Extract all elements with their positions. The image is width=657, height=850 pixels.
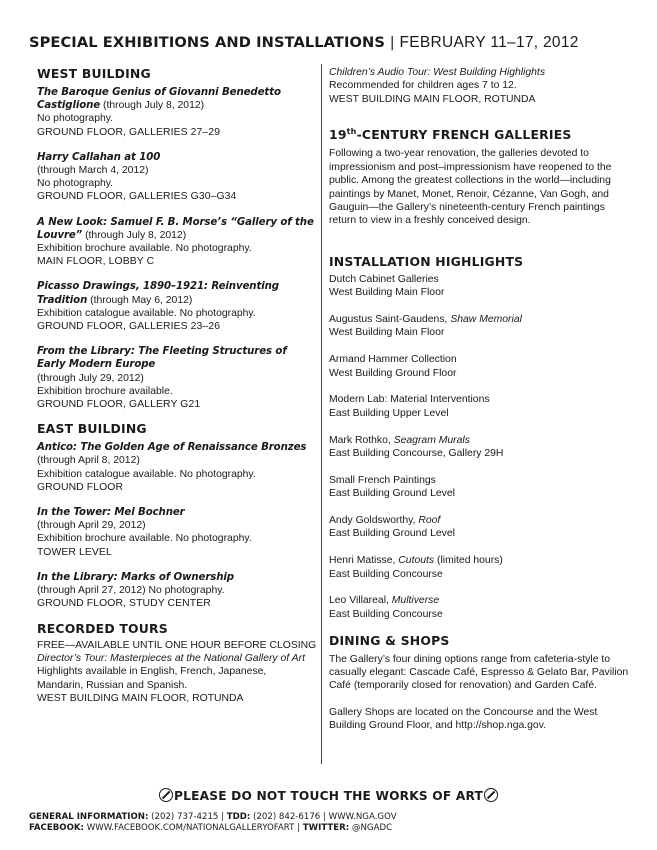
exhibition-location: MAIN FLOOR, LOBBY C — [37, 256, 155, 268]
exhibition-title: In the Tower: Mel Bochner — [37, 507, 185, 519]
installation-highlights-heading: INSTALLATION HIGHLIGHTS — [329, 253, 524, 269]
childrens-tour — [329, 66, 629, 106]
dining-shops-heading: DINING & SHOPS — [329, 632, 450, 648]
page-title — [29, 34, 639, 52]
exhibition-location: GROUND FLOOR, GALLERIES 27–29 — [37, 126, 221, 138]
exhibition-entry — [37, 151, 315, 204]
footer-line-2 — [29, 823, 397, 834]
highlight-name: Mark Rothko, — [329, 434, 394, 446]
tdd-phone: (202) 842-6176 | WWW.NGA.GOV — [250, 812, 397, 822]
directors-tour-title: Director’s Tour: Masterpieces at the National Gallery of Art — [37, 652, 305, 664]
highlight-name: Dutch Cabinet Galleries — [329, 273, 439, 285]
column-divider — [321, 64, 322, 764]
highlight-item — [329, 353, 629, 380]
highlight-work-title: Roof — [418, 515, 441, 526]
highlight-item — [329, 514, 629, 541]
french-galleries-body: Following a two-year renovation, the galleries devoted to impressionism and post–impressionism have reopened to the public. Among the greatest collections in the world—including paintings by Manet, Monet, Renoir, Cézanne, Van Gogh, and Gauguin—the Gallery’s nineteenth-century French paintings return to view in a freshly conceived design. — [329, 148, 612, 227]
page-title-main: SPECIAL EXHIBITIONS AND INSTALLATIONS — [29, 34, 385, 51]
childrens-tour-title: Children’s Audio Tour: West Building Highlights — [329, 67, 546, 78]
highlight-location: West Building Main Floor — [329, 287, 445, 299]
do-not-touch-notice — [0, 788, 657, 803]
highlight-item — [329, 594, 629, 621]
exhibition-title: Picasso Drawings, 1890–1921: Reinventing Tradition — [37, 281, 279, 306]
exhibition-notes: Exhibition catalogue available. No photography. — [37, 468, 256, 480]
french-heading-superscript: th — [346, 127, 357, 137]
childrens-tour-description: Recommended for children ages 7 to 12. — [329, 80, 517, 92]
right-column — [329, 66, 629, 733]
facebook-url: WWW.FACEBOOK.COM/NATIONALGALLERYOFART | — [83, 823, 303, 833]
recorded-tours-body — [37, 639, 315, 706]
highlight-location: East Building Ground Level — [329, 528, 455, 540]
highlight-location: West Building Ground Floor — [329, 367, 457, 379]
highlight-name: Andy Goldsworthy, — [329, 515, 419, 526]
highlight-location: East Building Concourse — [329, 568, 443, 580]
highlight-item — [329, 273, 629, 300]
exhibition-dates: (through March 4, 2012) — [37, 165, 149, 177]
exhibition-dates: (through April 8, 2012) — [37, 455, 140, 467]
highlight-work-title: Seagram Murals — [393, 434, 470, 446]
dining-paragraph: The Gallery’s four dining options range from cafeteria-style to casually elegant: Cascade Café, Espresso & Gelato Bar, Pavilion Café (temporarily closed for renovation) and Garden Café. — [329, 653, 629, 692]
highlight-name: Henri Matisse, — [329, 555, 399, 567]
exhibition-dates: (through April 29, 2012) — [37, 520, 146, 532]
exhibition-entry — [37, 216, 315, 269]
exhibition-entry — [37, 571, 315, 611]
highlight-work-title: Cutouts — [398, 555, 435, 567]
exhibition-entry — [37, 86, 315, 139]
general-info-label: GENERAL INFORMATION: — [29, 812, 149, 822]
exhibition-dates: (through April 27, 2012) No photography. — [37, 585, 225, 597]
highlight-work-title: Shaw Memorial — [450, 313, 522, 325]
footer-line-1 — [29, 812, 397, 823]
highlight-name: Small French Paintings — [329, 474, 436, 486]
notice-text: PLEASE DO NOT TOUCH THE WORKS OF ART — [173, 789, 484, 803]
general-info-phone: (202) 737-4215 | — [148, 812, 227, 822]
exhibition-notes: No photography. — [37, 113, 114, 125]
left-column — [37, 66, 315, 706]
facebook-label: FACEBOOK: — [29, 823, 84, 833]
exhibition-notes: Exhibition brochure available. No photography. — [37, 533, 252, 545]
exhibition-dates: (through July 8, 2012) — [103, 100, 205, 112]
highlight-location: East Building Concourse — [329, 608, 443, 620]
exhibition-entry — [37, 441, 315, 494]
shops-paragraph: Gallery Shops are located on the Concourse and the West Building Ground Floor, and http://shop.nga.gov. — [329, 706, 598, 732]
twitter-handle: @NGADC — [349, 823, 393, 833]
exhibition-notes: No photography. — [37, 178, 114, 190]
exhibition-notes: Exhibition brochure available. — [37, 385, 173, 397]
highlight-location: East Building Ground Level — [329, 488, 455, 500]
highlight-work-title: Multiverse — [391, 595, 440, 607]
exhibition-location: GROUND FLOOR, GALLERIES 23–26 — [37, 321, 221, 333]
page-title-date: FEBRUARY 11–17, 2012 — [399, 34, 579, 51]
directors-tour-location: WEST BUILDING MAIN FLOOR, ROTUNDA — [37, 693, 244, 705]
exhibition-notes: Exhibition brochure available. No photography. — [37, 243, 252, 255]
highlight-item — [329, 554, 629, 581]
highlight-extra: (limited hours) — [434, 555, 503, 567]
tdd-label: TDD: — [226, 812, 251, 822]
exhibition-title: Antico: The Golden Age of Renaissance Bronzes — [37, 442, 307, 454]
exhibition-location: GROUND FLOOR, STUDY CENTER — [37, 598, 211, 610]
page-title-separator: | — [389, 34, 395, 51]
exhibition-notes: Exhibition catalogue available. No photography. — [37, 307, 256, 319]
exhibition-location: GROUND FLOOR, GALLERY G21 — [37, 399, 201, 411]
tours-availability: FREE—AVAILABLE UNTIL ONE HOUR BEFORE CLOSING — [37, 639, 317, 651]
no-touch-icon — [484, 788, 498, 802]
exhibition-location: TOWER LEVEL — [37, 546, 112, 558]
footer — [29, 812, 397, 834]
exhibition-dates: (through July 8, 2012) — [85, 229, 187, 241]
french-heading-text: -CENTURY FRENCH GALLERIES — [356, 127, 572, 143]
exhibition-dates: (through July 29, 2012) — [37, 372, 144, 384]
exhibition-entry — [37, 345, 315, 411]
childrens-tour-location: WEST BUILDING MAIN FLOOR, ROTUNDA — [329, 93, 536, 105]
exhibition-title: The Baroque Genius of Giovanni Benedetto Castiglione — [37, 87, 281, 112]
twitter-label: TWITTER: — [302, 823, 350, 833]
installation-highlights-list — [329, 273, 629, 621]
highlight-item — [329, 313, 629, 340]
exhibition-dates: (through May 6, 2012) — [90, 294, 193, 306]
directors-tour-description: Highlights available in English, French, Japanese, Mandarin, Russian and Spanish. — [37, 666, 267, 691]
exhibition-location: GROUND FLOOR, GALLERIES G30–G34 — [37, 191, 237, 203]
french-galleries-heading — [329, 124, 629, 143]
no-touch-icon — [159, 788, 173, 802]
exhibition-title: From the Library: The Fleeting Structures of Early Modern Europe — [37, 346, 287, 371]
exhibition-location: GROUND FLOOR — [37, 481, 124, 493]
east-building-heading: EAST BUILDING — [37, 421, 147, 437]
highlight-item — [329, 393, 629, 420]
french-heading-number: 19 — [329, 127, 347, 143]
highlight-location: East Building Concourse, Gallery 29H — [329, 448, 504, 459]
exhibition-title: A New Look: Samuel F. B. Morse’s “Gallery of the Louvre” — [37, 216, 314, 241]
highlight-name: Augustus Saint-Gaudens, — [329, 313, 451, 325]
recorded-tours-heading: RECORDED TOURS — [37, 620, 168, 636]
exhibition-title: Harry Callahan at 100 — [37, 151, 161, 163]
west-building-heading: WEST BUILDING — [37, 66, 151, 81]
highlight-name: Leo Villareal, — [329, 595, 392, 607]
highlight-item — [329, 434, 629, 461]
highlight-name: Armand Hammer Collection — [329, 354, 457, 366]
highlight-location: West Building Main Floor — [329, 327, 445, 339]
exhibition-title: In the Library: Marks of Ownership — [37, 571, 234, 583]
exhibition-entry — [37, 280, 315, 333]
highlight-name: Modern Lab: Material Interventions — [329, 394, 490, 406]
exhibition-entry — [37, 506, 315, 559]
highlight-location: East Building Upper Level — [329, 407, 449, 419]
highlight-item — [329, 474, 629, 501]
